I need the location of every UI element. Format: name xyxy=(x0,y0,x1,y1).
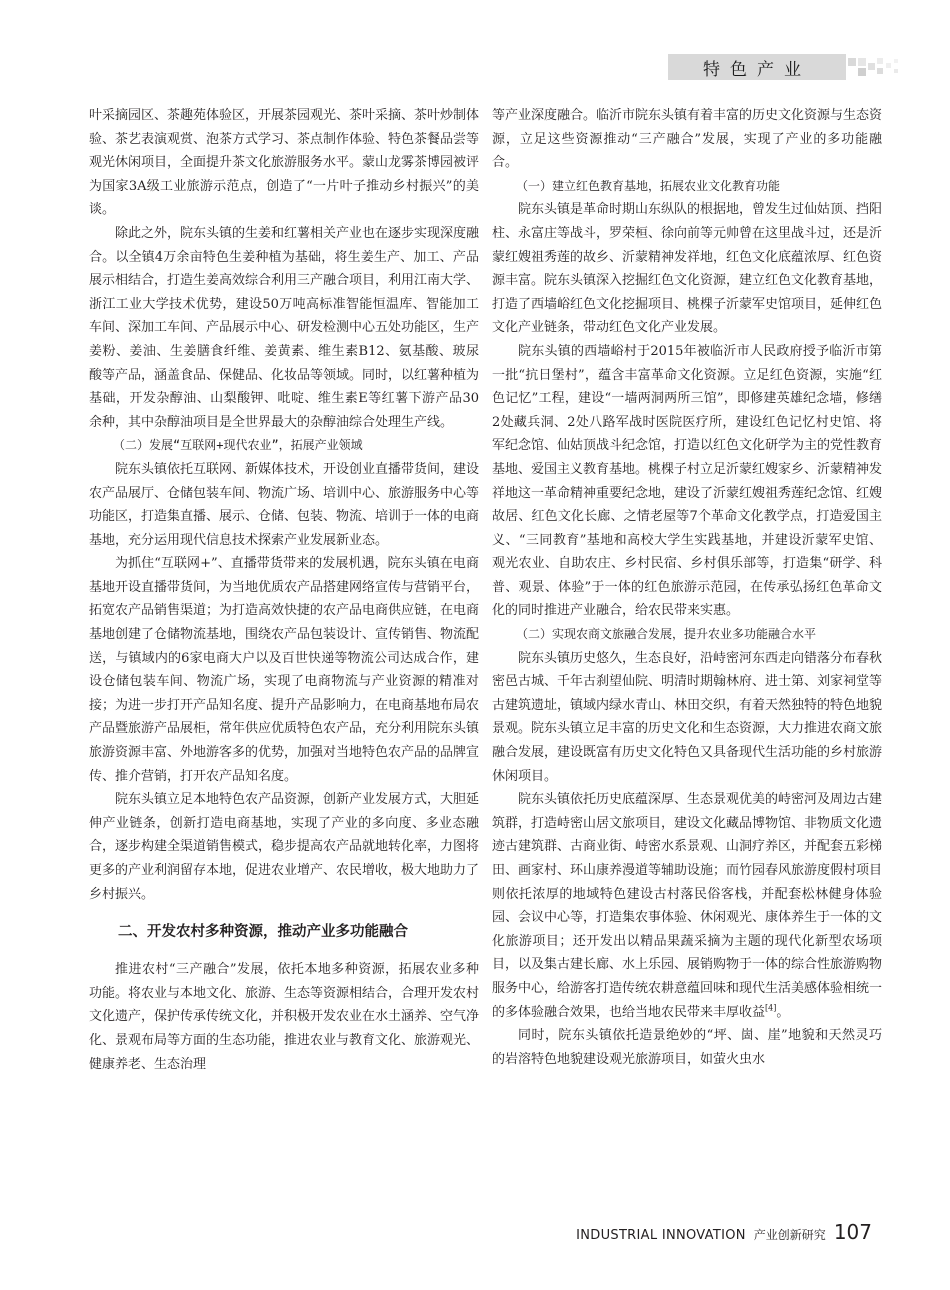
page-footer xyxy=(576,1220,872,1244)
page-number: 107 xyxy=(833,1220,872,1244)
left-column xyxy=(89,104,479,1076)
paragraph-text: 院东头镇依托历史底蕴深厚、生态景观优美的峙密河及周边古建筑群，打造峙密山居文旅项目，建设文化藏品博物馆、非物质文化遗迹古建筑群、古商业街、峙密水系景观、山洞疗养区，并配套五彩梯田、画家村、环山康养漫道等辅助设施；而竹园春风旅游度假村项目则依托浓厚的地域特色建设古村落民俗客栈，并配套松林健身体验园、会议中心等，打造集农事体验、休闲观光、康体养生于一体的文化旅游项目；还开发出以精品果蔬采摘为主题的现代化新型农场项目，以及集古建长廊、水上乐园、展销购物于一体的综合性旅游购物服务中心，给游客打造传统农耕意蕴回味和现代生活美感体验相统一的多体验融合效果，也给当地农民带来丰厚收益 xyxy=(492,792,883,1020)
paragraph: 推进农村“三产融合”发展，依托本地多种资源，拓展农业多种功能。将农业与本地文化、旅游、生态等资源相结合，合理开发农村文化遗产，保护传承传统文化，并积极开发农业在水土涵养、空气净化、景观布局等方面的生态功能，推进农业与教育文化、旅游观光、健康养老、生态治理 xyxy=(89,962,480,1072)
paragraph: 除此之外，院东头镇的生姜和红薯相关产业也在逐步实现深度融合。以全镇4万余亩特色生姜种植为基础，将生姜生产、加工、产品展示相结合，打造生姜高效综合利用三产融合项目，利用江南大学、浙江工业大学技术优势，建设50万吨高标准智能恒温库、智能加工车间、深加工车间、产品展示中心、研发检测中心五处功能区，生产姜粉、姜油、生姜膳食纤维、姜黄素、维生素B12、氨基酸、玻尿酸等产品，涵盖食品、保健品、化妆品等领域。同时，以红薯种植为基础，开发杂醇油、山梨酸钾、吡啶、维生素E等红薯下游产品30余种，其中杂醇油项目是全世界最大的杂醇油综合处理生产线。 xyxy=(89,225,480,430)
section-heading: 二、开发农村多种资源，推动产业多功能融合 xyxy=(118,924,408,941)
paragraph: 等产业深度融合。临沂市院东头镇有着丰富的历史文化资源与生态资源，立足这些资源推动“三产融合”发展，实现了产业的多功能融合。 xyxy=(492,108,883,171)
subsection-heading: （二）发展“互联网+现代农业”，拓展产业领域 xyxy=(113,438,363,453)
paragraph: 院东头镇立足本地特色农产品资源，创新产业发展方式，大胆延伸产业链条，创新打造电商基地，实现了产业的多向度、多业态融合，逐步构建全渠道销售模式，稳步提高农产品就地转化率，力图将更多的产业利润留存本地，促进农业增产、农民增收，极大地助力了乡村振兴。 xyxy=(89,792,480,902)
right-column xyxy=(492,104,882,1071)
paragraph: 院东头镇是革命时期山东纵队的根据地，曾发生过仙姑顶、挡阳柱、永富庄等战斗，罗荣桓、徐向前等元帅曾在这里战斗过，还是沂蒙红嫂祖秀莲的故乡、沂蒙精神发祥地，红色文化底蕴浓厚、红色资源丰富。院东头镇深入挖掘红色文化资源，建立红色文化教育基地，打造了西墙峪红色文化挖掘项目、桃棵子沂蒙军史馆项目，延伸红色文化产业链条，带动红色文化产业发展。 xyxy=(492,202,883,336)
paragraph: 为抓住“互联网+”、直播带货带来的发展机遇，院东头镇在电商基地开设直播带货间，为当地优质农产品搭建网络宣传与营销平台，拓宽农产品销售渠道；为打造高效快捷的农产品电商供应链，在电商基地创建了仓储物流基地，围绕农产品包装设计、宣传销售、物流配送，与镇域内的6家电商大户以及百世快递等物流公司达成合作，建设仓储包装车间、物流广场，实现了电商物流与产业资源的精准对接；为进一步打开产品知名度、提升产品影响力，在电商基地布局农产品暨旅游产品展柜，常年供应优质特色农产品，充分利用院东头镇旅游资源丰富、外地游客多的优势，加强对当地特色农产品的品牌宣传、推介营销，打开农产品知名度。 xyxy=(89,556,480,784)
paragraph: 院东头镇历史悠久，生态良好，沿峙密河东西走向错落分布春秋密邑古城、千年古刹望仙院、明清时期翰林府、进士第、刘家祠堂等古建筑遗址，镇域内绿水青山、林田交织，有着天然独特的特色地貌景观。院东头镇立足丰富的历史文化和生态资源，大力推进农商文旅融合发展，建设既富有历史文化特色又具备现代生活功能的乡村旅游休闲项目。 xyxy=(492,650,883,784)
subsection-heading: （一）建立红色教育基地，拓展农业文化教育功能 xyxy=(516,178,781,193)
journal-name-chinese: 产业创新研究 xyxy=(753,1228,826,1242)
paragraph-end: 。 xyxy=(776,1004,790,1020)
paragraph: 同时，院东头镇依托造景绝妙的“坪、崮、崖”地貌和天然灵巧的岩溶特色地貌建设观光旅游项目，如萤火虫水 xyxy=(492,1028,882,1067)
journal-name-english: INDUSTRIAL INNOVATION xyxy=(576,1228,746,1243)
citation-reference: [4] xyxy=(765,1003,777,1013)
subsection-heading: （二）实现农商文旅融合发展，提升农业多功能融合水平 xyxy=(516,627,817,642)
paragraph: 院东头镇依托互联网、新媒体技术，开设创业直播带货间，建设农产品展厅、仓储包装车间、物流广场、培训中心、旅游服务中心等功能区，打造集直播、展示、仓储、包装、物流、培训于一体的电商基地，充分运用现代信息技术探索产业发展新业态。 xyxy=(89,461,480,548)
header-decoration xyxy=(846,54,906,80)
paragraph: 叶采摘园区、茶趣苑体验区，开展茶园观光、茶叶采摘、茶叶炒制体验、茶艺表演观赏、泡茶方式学习、茶点制作体验、特色茶餐品尝等观光休闲项目，全面提升茶文化旅游服务水平。蒙山龙雾茶博园被评为国家3A级工业旅游示范点，创造了“一片叶子推动乡村振兴”的美谈。 xyxy=(89,108,480,218)
paragraph: 院东头镇的西墙峪村于2015年被临沂市人民政府授予临沂市第一批“抗日堡村”，蕴含丰富革命文化资源。立足红色资源，实施“红色记忆”工程，建设“一墙两洞两所三馆”，即修建英雄纪念墙，修缮2处藏兵洞、2处八路军战时医院医疗所，建设红色记忆村史馆、将军纪念馆、仙姑顶战斗纪念馆，打造以红色文化研学为主的党性教育基地、爱国主义教育基地。桃棵子村立足沂蒙红嫂家乡、沂蒙精神发祥地这一革命精神重要纪念地，建设了沂蒙红嫂祖秀莲纪念馆、红嫂故居、红色文化长廊、之情老屋等7个革命文化教学点，打造爱国主义、“三同教育”基地和高校大学生实践基地，并建设沂蒙军史馆、观光农业、自助农庄、乡村民宿、乡村俱乐部等，打造集“研学、科普、观景、体验”于一体的红色旅游示范园，在传承弘扬红色革命文化的同时推进产业融合，给农民带来实惠。 xyxy=(492,343,883,619)
paragraph xyxy=(492,788,882,1024)
section-label: 特色产业 xyxy=(668,54,846,80)
